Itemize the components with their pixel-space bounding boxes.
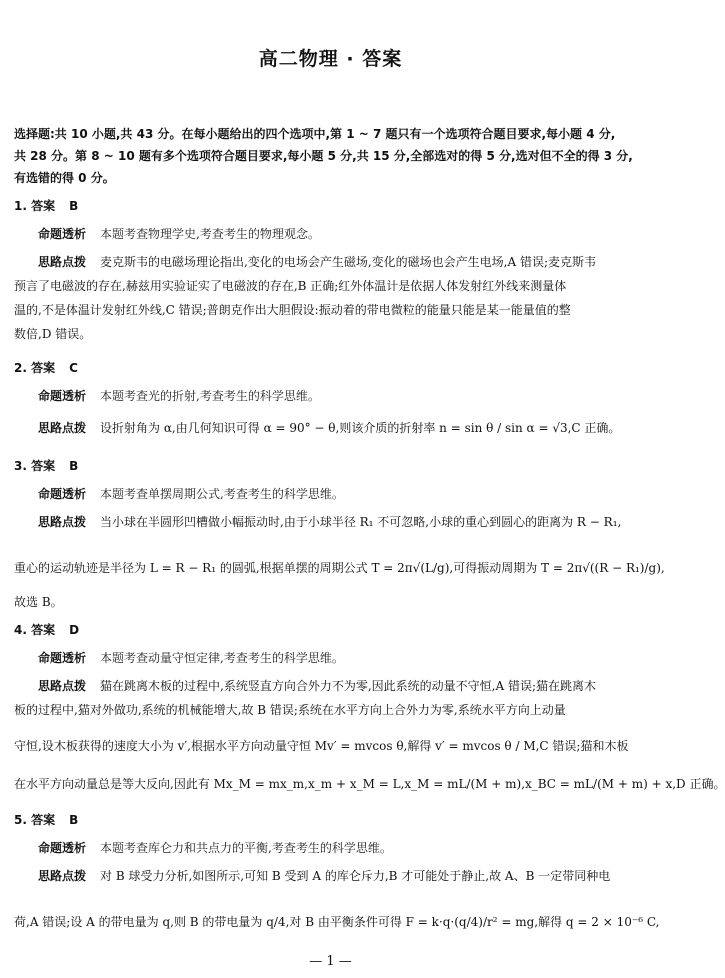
q4-heading: 4. 答案 D: [14, 623, 80, 637]
q4-silu-line: 板的过程中,猫对外做功,系统的机械能增大,故 B 错误;系统在水平方向上合外力为零,系统水平方向上动量: [14, 703, 566, 717]
q1-silu: 思路点拨 麦克斯韦的电磁场理论指出,变化的电场会产生磁场,变化的磁场也会产生电场,A 错误;麦克斯韦: [38, 255, 596, 269]
q4-silu-line: 守恒,设木板获得的速度大小为 v′,根据水平方向动量守恒 Mv′ = mvcos θ,解得 v′ = mvcos θ / M,C 错误;猫和木板: [14, 739, 629, 753]
intro-line: 有选错的得 0 分。: [14, 171, 115, 185]
q4-silu: 思路点拨 猫在跳离木板的过程中,系统竖直方向合外力不为零,因此系统的动量不守恒,A 错误;猫在跳离木: [38, 679, 596, 693]
q4-silu-line: 在水平方向动量总是等大反向,因此有 Mx_M = mx_m,x_m + x_M = L,x_M = mL/(M + m),x_BC = mL/(M + m) + x,D 正确。: [14, 777, 725, 791]
q3-silu-line: 故选 B。: [14, 595, 63, 609]
q3-mingti: 命题透析 本题考查单摆周期公式,考查考生的科学思维。: [38, 487, 344, 501]
page-title: 高二物理 · 答案: [258, 48, 403, 70]
q5-silu: 思路点拨 对 B 球受力分析,如图所示,可知 B 受到 A 的库仑斥力,B 才可能处于静止,故 A、B 一定带同种电: [38, 869, 611, 883]
q1-silu-line: 数倍,D 错误。: [14, 327, 92, 341]
q3-heading: 3. 答案 B: [14, 459, 79, 473]
q2-silu: 思路点拨 设折射角为 α,由几何知识可得 α = 90° − θ,则该介质的折射率 n = sin θ / sin α = √3,C 正确。: [38, 421, 621, 435]
q3-silu: 思路点拨 当小球在半圆形凹槽做小幅振动时,由于小球半径 R₁ 不可忽略,小球的重心到圆心的距离为 R − R₁,: [38, 515, 622, 529]
intro-line: 共 28 分。第 8 ~ 10 题有多个选项符合题目要求,每小题 5 分,共 15 分,全部选对的得 5 分,选对但不全的得 3 分,: [14, 149, 633, 163]
q1-silu-line: 预言了电磁波的存在,赫兹用实验证实了电磁波的存在,B 正确;红外体温计是依据人体发射红外线来测量体: [14, 279, 567, 293]
q1-mingti: 命题透析 本题考查物理学史,考查考生的物理观念。: [38, 227, 320, 241]
q1-silu-line: 温的,不是体温计发射红外线,C 错误;普朗克作出大胆假设:振动着的带电微粒的能量只能是某一能量值的整: [14, 303, 571, 317]
q2-heading: 2. 答案 C: [14, 361, 78, 375]
q4-mingti: 命题透析 本题考查动量守恒定律,考查考生的科学思维。: [38, 651, 344, 665]
q5-mingti: 命题透析 本题考查库仑力和共点力的平衡,考查考生的科学思维。: [38, 841, 392, 855]
q5-silu-line: 荷,A 错误;设 A 的带电量为 q,则 B 的带电量为 q/4,对 B 由平衡条件可得 F = k·q·(q/4)/r² = mg,解得 q = 2 × 10⁻⁶ C,: [14, 915, 660, 929]
page-number: — 1 —: [309, 954, 352, 969]
q1-heading: 1. 答案 B: [14, 199, 79, 213]
q2-mingti: 命题透析 本题考查光的折射,考查考生的科学思维。: [38, 389, 320, 403]
q3-silu-line: 重心的运动轨迹是半径为 L = R − R₁ 的圆弧,根据单摆的周期公式 T = 2π√(L/g),可得振动周期为 T = 2π√((R − R₁)/g),: [14, 561, 665, 575]
q5-heading: 5. 答案 B: [14, 813, 79, 827]
intro-line: 选择题:共 10 小题,共 43 分。在每小题给出的四个选项中,第 1 ~ 7 题只有一个选项符合题目要求,每小题 4 分,: [14, 127, 616, 141]
